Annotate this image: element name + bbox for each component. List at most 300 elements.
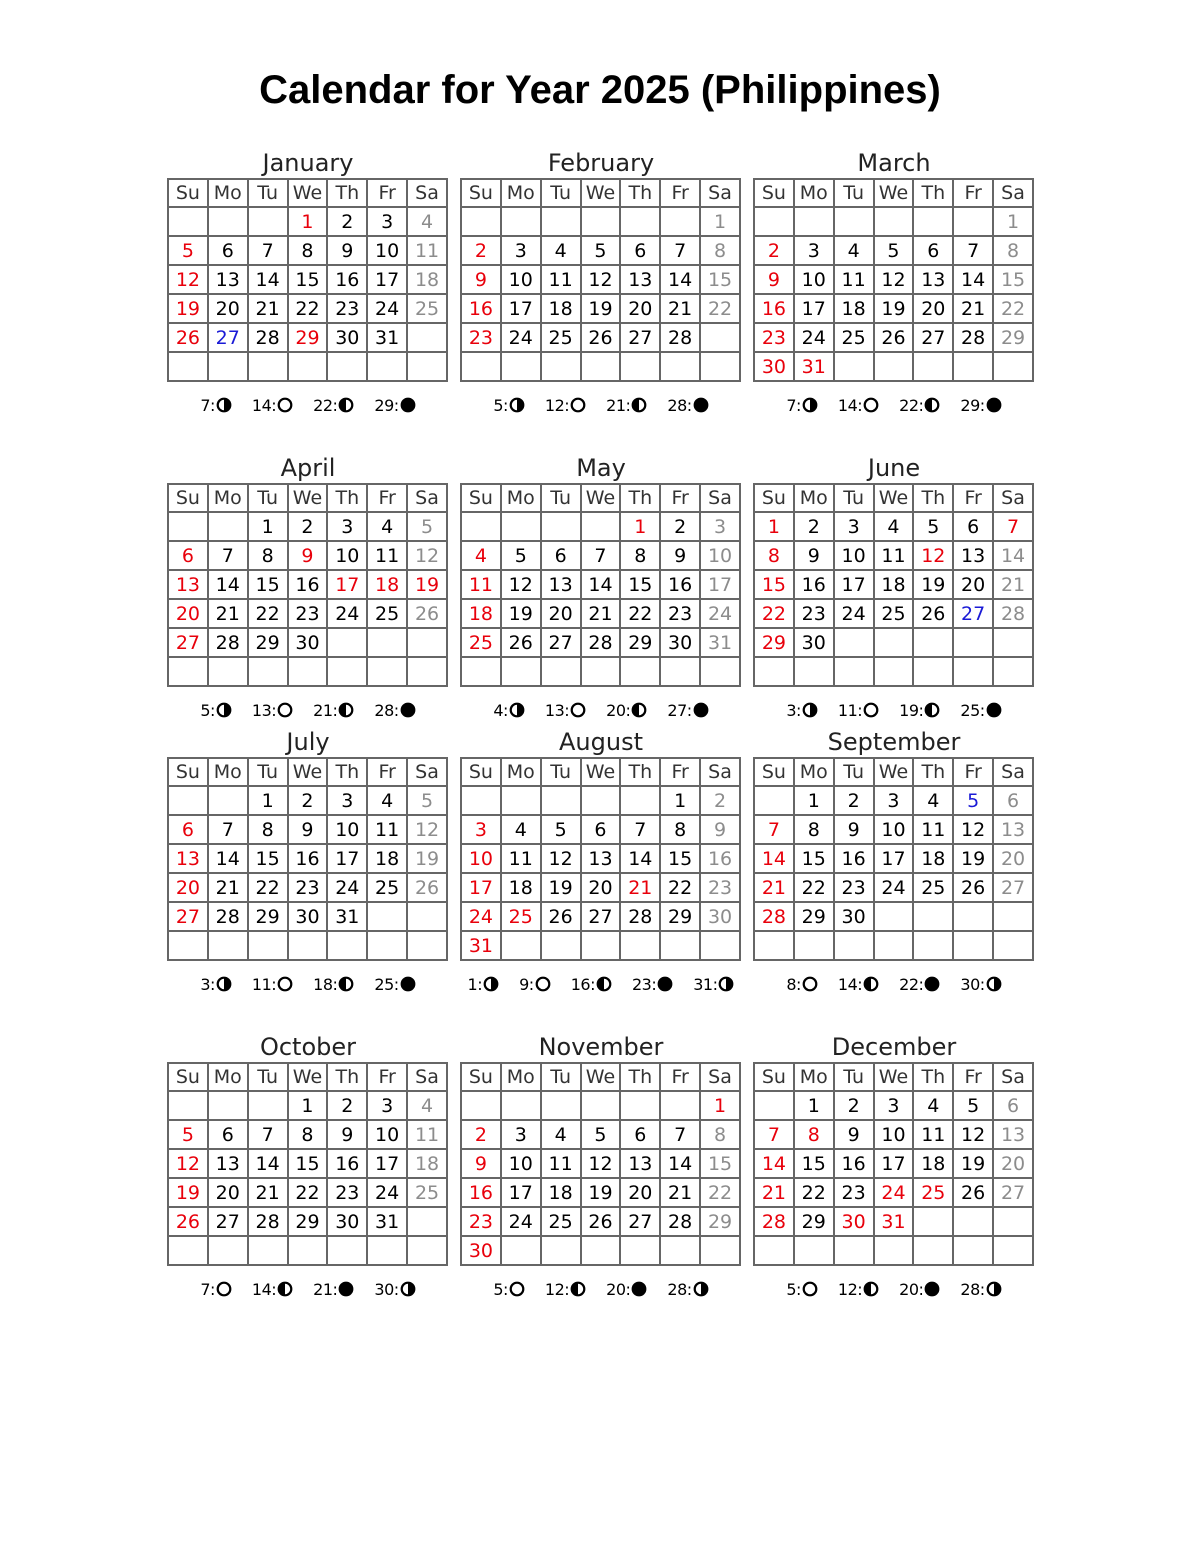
day-cell: 26 [953, 873, 993, 902]
day-cell: 19 [501, 599, 541, 628]
weekday-label: We [581, 758, 621, 786]
day-cell: 13 [993, 815, 1033, 844]
weekday-label: Th [327, 179, 367, 207]
day-cell: 27 [953, 599, 993, 628]
moon-phase-item [252, 1280, 293, 1299]
moon-phase-item [519, 975, 551, 994]
day-cell: 10 [501, 1149, 541, 1178]
new-moon-icon [924, 1281, 940, 1297]
day-cell: 21 [754, 1178, 794, 1207]
weekday-label: We [581, 484, 621, 512]
moon-phase-day: 7: [786, 395, 801, 415]
month-table [460, 757, 741, 961]
day-cell: 23 [288, 599, 328, 628]
day-cell: 27 [168, 902, 208, 931]
empty-cell [208, 1091, 248, 1120]
moon-phase-day: 5: [200, 700, 215, 720]
empty-cell [367, 1236, 407, 1265]
empty-cell [913, 902, 953, 931]
empty-cell [754, 1236, 794, 1265]
day-cell: 30 [327, 1207, 367, 1236]
day-cell: 19 [541, 873, 581, 902]
full-moon-icon [277, 702, 293, 718]
empty-cell [953, 931, 993, 960]
empty-cell [581, 512, 621, 541]
empty-cell [874, 1236, 914, 1265]
day-cell: 30 [327, 323, 367, 352]
moon-phase-item [545, 396, 586, 415]
day-cell: 14 [208, 844, 248, 873]
empty-cell [834, 657, 874, 686]
day-cell: 5 [913, 512, 953, 541]
empty-cell [754, 207, 794, 236]
weekday-header-row [461, 758, 740, 786]
week-row [461, 541, 740, 570]
day-cell: 30 [754, 352, 794, 381]
weekday-label: We [874, 179, 914, 207]
day-cell: 27 [208, 323, 248, 352]
day-cell: 16 [461, 294, 501, 323]
day-cell: 4 [367, 512, 407, 541]
day-cell: 8 [754, 541, 794, 570]
day-cell: 11 [461, 570, 501, 599]
empty-cell [461, 657, 501, 686]
full-moon-icon [863, 397, 879, 413]
day-cell: 31 [367, 323, 407, 352]
day-cell: 10 [874, 1120, 914, 1149]
day-cell: 30 [834, 902, 874, 931]
weekday-label: Sa [700, 1063, 740, 1091]
day-cell: 21 [660, 294, 700, 323]
day-cell: 14 [208, 570, 248, 599]
moon-phase-day: 14: [837, 974, 863, 994]
moon-phase-item [899, 701, 940, 720]
day-cell: 30 [794, 628, 834, 657]
day-cell: 26 [953, 1178, 993, 1207]
day-cell: 28 [660, 1207, 700, 1236]
moon-phase-day: 14: [251, 1279, 277, 1299]
week-row [754, 628, 1033, 657]
day-cell: 4 [874, 512, 914, 541]
weekday-label: Sa [700, 484, 740, 512]
new-moon-icon [338, 1281, 354, 1297]
weekday-label: Fr [367, 484, 407, 512]
week-row [754, 294, 1033, 323]
day-cell: 7 [208, 541, 248, 570]
empty-cell [327, 931, 367, 960]
moon-phase-day: 11: [837, 700, 863, 720]
week-row [754, 844, 1033, 873]
day-cell: 9 [834, 1120, 874, 1149]
day-cell: 5 [168, 236, 208, 265]
day-cell: 18 [461, 599, 501, 628]
moon-phase-item [899, 1280, 940, 1299]
moon-phases [167, 390, 449, 420]
day-cell: 20 [913, 294, 953, 323]
first-quarter-moon-icon [216, 702, 232, 718]
day-cell: 26 [874, 323, 914, 352]
empty-cell [501, 931, 541, 960]
weekday-label: Mo [794, 1063, 834, 1091]
empty-cell [700, 352, 740, 381]
day-cell: 3 [461, 815, 501, 844]
day-cell: 22 [794, 1178, 834, 1207]
moon-phase-day: 3: [200, 974, 215, 994]
day-cell: 2 [660, 512, 700, 541]
day-cell: 17 [367, 1149, 407, 1178]
empty-cell [993, 902, 1033, 931]
week-row [168, 265, 447, 294]
weekday-label: Sa [993, 179, 1033, 207]
day-cell: 4 [541, 1120, 581, 1149]
day-cell: 25 [461, 628, 501, 657]
weekday-label: Th [913, 758, 953, 786]
day-cell: 5 [407, 512, 447, 541]
day-cell: 13 [913, 265, 953, 294]
first-quarter-moon-icon [400, 1281, 416, 1297]
month-name: November [538, 1033, 664, 1061]
weekday-label: Th [913, 484, 953, 512]
moon-phases [167, 1274, 449, 1304]
empty-cell [248, 931, 288, 960]
week-row [754, 1091, 1033, 1120]
day-cell: 17 [461, 873, 501, 902]
day-cell: 15 [620, 570, 660, 599]
day-cell: 16 [834, 844, 874, 873]
week-row [461, 657, 740, 686]
weekday-label: Su [168, 1063, 208, 1091]
week-row [461, 352, 740, 381]
day-cell: 2 [288, 786, 328, 815]
day-cell: 20 [541, 599, 581, 628]
day-cell: 8 [700, 1120, 740, 1149]
moon-phase-day: 7: [200, 1279, 215, 1299]
day-cell: 11 [501, 844, 541, 873]
moon-phase-item [667, 396, 708, 415]
empty-cell [620, 786, 660, 815]
weekday-label: Su [168, 179, 208, 207]
moon-phase-day: 21: [606, 395, 631, 415]
day-cell: 26 [168, 1207, 208, 1236]
week-row [168, 657, 447, 686]
moon-phase-day: 28: [374, 700, 399, 720]
empty-cell [407, 323, 447, 352]
day-cell: 7 [953, 236, 993, 265]
day-cell: 23 [327, 1178, 367, 1207]
month-april [167, 453, 449, 725]
day-cell: 18 [913, 844, 953, 873]
day-cell: 26 [501, 628, 541, 657]
month-table [460, 1062, 741, 1266]
day-cell: 23 [794, 599, 834, 628]
day-cell: 31 [367, 1207, 407, 1236]
weekday-label: Tu [248, 179, 288, 207]
empty-cell [834, 628, 874, 657]
week-row [461, 1207, 740, 1236]
day-cell: 9 [660, 541, 700, 570]
day-cell: 14 [660, 265, 700, 294]
week-row [461, 570, 740, 599]
day-cell: 12 [407, 815, 447, 844]
week-row [754, 570, 1033, 599]
week-row [461, 1178, 740, 1207]
last-quarter-moon-icon [338, 397, 354, 413]
weekday-label: Th [327, 758, 367, 786]
first-quarter-moon-icon [693, 1281, 709, 1297]
day-cell: 22 [700, 294, 740, 323]
empty-cell [501, 352, 541, 381]
day-cell: 13 [208, 265, 248, 294]
month-march [753, 148, 1035, 420]
empty-cell [168, 512, 208, 541]
day-cell: 28 [248, 1207, 288, 1236]
day-cell: 13 [541, 570, 581, 599]
day-cell: 9 [288, 541, 328, 570]
week-row [168, 236, 447, 265]
day-cell: 22 [620, 599, 660, 628]
day-cell: 17 [327, 570, 367, 599]
moon-phase-item [786, 701, 818, 720]
day-cell: 26 [407, 599, 447, 628]
weekday-label: Fr [367, 179, 407, 207]
day-cell: 22 [288, 1178, 328, 1207]
day-cell: 29 [248, 902, 288, 931]
day-cell: 9 [288, 815, 328, 844]
empty-cell [501, 657, 541, 686]
day-cell: 25 [541, 323, 581, 352]
day-cell: 7 [660, 1120, 700, 1149]
week-row [461, 599, 740, 628]
weekday-header-row [461, 484, 740, 512]
day-cell: 1 [248, 786, 288, 815]
day-cell: 25 [874, 599, 914, 628]
day-cell: 8 [993, 236, 1033, 265]
day-cell: 8 [248, 541, 288, 570]
last-quarter-moon-icon [631, 702, 647, 718]
day-cell: 15 [993, 265, 1033, 294]
week-row [754, 1178, 1033, 1207]
day-cell: 16 [288, 570, 328, 599]
month-name: May [576, 454, 626, 482]
month-table [753, 1062, 1034, 1266]
day-cell: 9 [327, 1120, 367, 1149]
week-row [168, 207, 447, 236]
empty-cell [461, 786, 501, 815]
day-cell: 11 [913, 1120, 953, 1149]
day-cell: 16 [700, 844, 740, 873]
moon-phase-item [838, 1280, 879, 1299]
day-cell: 4 [913, 786, 953, 815]
week-row [168, 512, 447, 541]
day-cell: 6 [993, 786, 1033, 815]
moon-phase-day: 31: [693, 974, 718, 994]
day-cell: 24 [874, 873, 914, 902]
day-cell: 13 [168, 570, 208, 599]
empty-cell [794, 207, 834, 236]
moon-phase-day: 28: [667, 395, 692, 415]
month-october [167, 1032, 449, 1304]
day-cell: 22 [660, 873, 700, 902]
day-cell: 29 [700, 1207, 740, 1236]
weekday-label: Fr [660, 1063, 700, 1091]
empty-cell [874, 931, 914, 960]
empty-cell [754, 1091, 794, 1120]
day-cell: 7 [581, 541, 621, 570]
moon-phase-item [632, 975, 673, 994]
moon-phase-day: 30: [960, 974, 985, 994]
month-november [460, 1032, 742, 1304]
day-cell: 1 [794, 1091, 834, 1120]
month-august [460, 727, 742, 999]
week-row [168, 786, 447, 815]
day-cell: 31 [794, 352, 834, 381]
empty-cell [620, 931, 660, 960]
empty-cell [660, 657, 700, 686]
day-cell: 20 [208, 1178, 248, 1207]
empty-cell [407, 931, 447, 960]
day-cell: 5 [581, 1120, 621, 1149]
day-cell: 16 [327, 1149, 367, 1178]
empty-cell [541, 512, 581, 541]
empty-cell [461, 1091, 501, 1120]
empty-cell [367, 931, 407, 960]
full-moon-icon [509, 1281, 525, 1297]
day-cell: 2 [700, 786, 740, 815]
weekday-label: Tu [541, 179, 581, 207]
day-cell: 28 [248, 323, 288, 352]
day-cell: 14 [660, 1149, 700, 1178]
weekday-label: Su [754, 484, 794, 512]
week-row [754, 815, 1033, 844]
day-cell: 8 [248, 815, 288, 844]
day-cell: 3 [327, 512, 367, 541]
day-cell: 29 [660, 902, 700, 931]
day-cell: 18 [501, 873, 541, 902]
week-row [461, 207, 740, 236]
week-row [461, 265, 740, 294]
moon-phase-item [252, 975, 293, 994]
month-name: March [857, 149, 931, 177]
day-cell: 17 [834, 570, 874, 599]
month-name: April [280, 454, 336, 482]
moon-phase-day: 7: [200, 395, 215, 415]
empty-cell [407, 352, 447, 381]
weekday-label: We [581, 179, 621, 207]
day-cell: 29 [794, 1207, 834, 1236]
moon-phases [460, 390, 742, 420]
day-cell: 17 [367, 265, 407, 294]
day-cell: 5 [953, 1091, 993, 1120]
last-quarter-moon-icon [924, 397, 940, 413]
day-cell: 5 [168, 1120, 208, 1149]
day-cell: 30 [700, 902, 740, 931]
new-moon-icon [657, 976, 673, 992]
day-cell: 2 [794, 512, 834, 541]
moon-phase-day: 30: [374, 1279, 399, 1299]
day-cell: 7 [248, 236, 288, 265]
day-cell: 27 [620, 323, 660, 352]
week-row [461, 628, 740, 657]
day-cell: 6 [208, 1120, 248, 1149]
month-june [753, 453, 1035, 725]
day-cell: 21 [581, 599, 621, 628]
month-name: January [262, 149, 354, 177]
weekday-label: Su [754, 179, 794, 207]
empty-cell [913, 628, 953, 657]
empty-cell [367, 902, 407, 931]
day-cell: 11 [874, 541, 914, 570]
day-cell: 6 [541, 541, 581, 570]
day-cell: 11 [407, 236, 447, 265]
month-july [167, 727, 449, 999]
new-moon-icon [924, 976, 940, 992]
moon-phase-day: 3: [786, 700, 801, 720]
weekday-label: Su [461, 179, 501, 207]
day-cell: 12 [168, 265, 208, 294]
day-cell: 8 [660, 815, 700, 844]
day-cell: 17 [501, 1178, 541, 1207]
day-cell: 14 [248, 1149, 288, 1178]
empty-cell [541, 1091, 581, 1120]
empty-cell [407, 628, 447, 657]
weekday-label: Tu [834, 1063, 874, 1091]
day-cell: 9 [700, 815, 740, 844]
day-cell: 11 [834, 265, 874, 294]
day-cell: 18 [913, 1149, 953, 1178]
weekday-label: Su [754, 758, 794, 786]
moon-phase-item [899, 396, 940, 415]
week-row [461, 902, 740, 931]
moon-phase-item [493, 1280, 525, 1299]
day-cell: 2 [288, 512, 328, 541]
week-row [461, 236, 740, 265]
day-cell: 23 [834, 873, 874, 902]
weekday-label: Sa [700, 179, 740, 207]
day-cell: 15 [754, 570, 794, 599]
day-cell: 6 [620, 1120, 660, 1149]
week-row [461, 815, 740, 844]
weekday-header-row [168, 179, 447, 207]
moon-phase-day: 5: [786, 1279, 801, 1299]
day-cell: 3 [367, 1091, 407, 1120]
month-name: August [559, 728, 643, 756]
empty-cell [993, 657, 1033, 686]
day-cell: 27 [913, 323, 953, 352]
week-row [168, 1236, 447, 1265]
empty-cell [660, 352, 700, 381]
weekday-label: Sa [407, 484, 447, 512]
day-cell: 19 [953, 844, 993, 873]
weekday-label: Sa [407, 179, 447, 207]
day-cell: 5 [407, 786, 447, 815]
day-cell: 14 [620, 844, 660, 873]
moon-phase-day: 21: [313, 700, 338, 720]
empty-cell [208, 931, 248, 960]
moon-phase-item [313, 701, 354, 720]
day-cell: 26 [168, 323, 208, 352]
moon-phase-item [960, 701, 1001, 720]
week-row [461, 1091, 740, 1120]
moon-phase-item [374, 396, 415, 415]
day-cell: 15 [794, 844, 834, 873]
week-row [168, 541, 447, 570]
day-cell: 20 [581, 873, 621, 902]
day-cell: 8 [288, 236, 328, 265]
day-cell: 12 [541, 844, 581, 873]
day-cell: 30 [660, 628, 700, 657]
week-row [754, 1149, 1033, 1178]
day-cell: 23 [288, 873, 328, 902]
